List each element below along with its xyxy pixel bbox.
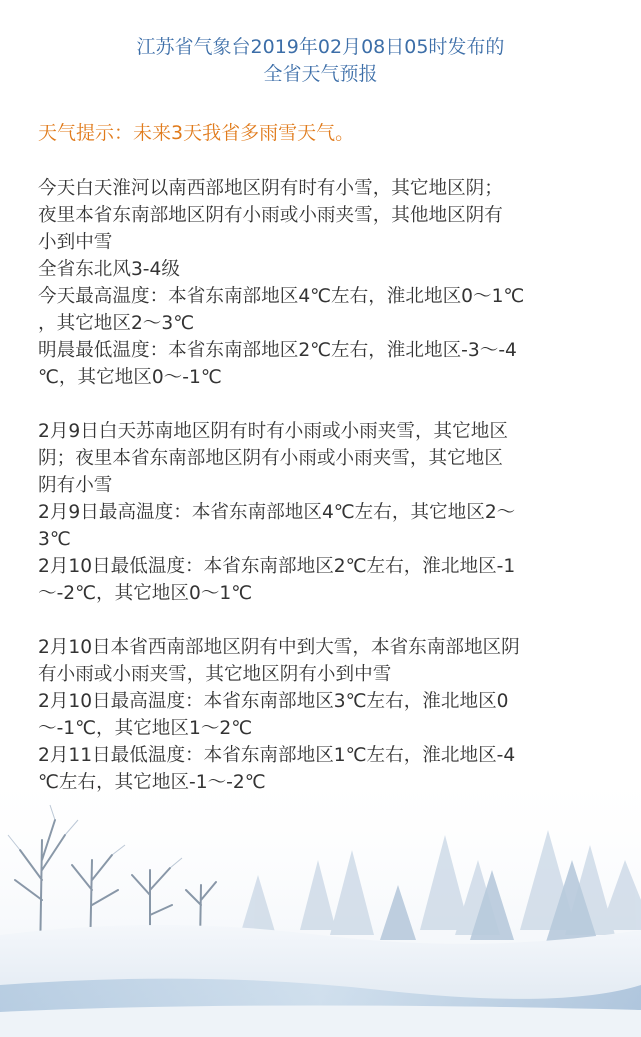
forecast-line: 2月11日最低温度：本省东南部地区1℃左右，淮北地区-4: [38, 745, 516, 766]
forecast-line: 2月9日最高温度：本省东南部地区4℃左右，其它地区2～: [38, 502, 516, 523]
forecast-line: ，其它地区2～3℃: [38, 313, 195, 334]
forecast-line: 阴有小雪: [38, 475, 113, 496]
forecast-body: [38, 175, 623, 823]
forecast-line: 全省东北风3-4级: [38, 259, 180, 280]
forecast-line: 3℃: [38, 529, 71, 550]
title-line-2: 全省天气预报: [263, 63, 378, 85]
forecast-line: 2月10日最低温度：本省东南部地区2℃左右，淮北地区-1: [38, 556, 516, 577]
forecast-line: 明晨最低温度：本省东南部地区2℃左右，淮北地区-3～-4: [38, 340, 517, 361]
forecast-line: 2月10日本省西南部地区阴有中到大雪，本省东南部地区阴: [38, 637, 520, 658]
forecast-paragraph-feb10: [38, 634, 623, 796]
forecast-line: ℃左右，其它地区-1～-2℃: [38, 772, 266, 793]
forecast-line: 今天最高温度：本省东南部地区4℃左右，淮北地区0～1℃: [38, 286, 525, 307]
forecast-line: 2月9日白天苏南地区阴有时有小雨或小雨夹雪，其它地区: [38, 421, 508, 442]
forecast-line: ～-2℃，其它地区0～1℃: [38, 583, 253, 604]
title-line-1: 江苏省气象台2019年02月08日05时发布的: [136, 36, 505, 58]
forecast-title: [0, 34, 641, 88]
forecast-line: 有小雨或小雨夹雪，其它地区阴有小到中雪: [38, 664, 392, 685]
forecast-line: 夜里本省东南部地区阴有小雨或小雨夹雪，其他地区阴有: [38, 205, 503, 226]
forecast-line: 阴；夜里本省东南部地区阴有小雨或小雨夹雪，其它地区: [38, 448, 503, 469]
weather-tip: 天气提示：未来3天我省多雨雪天气。: [38, 122, 355, 144]
forecast-line: 2月10日最高温度：本省东南部地区3℃左右，淮北地区0: [38, 691, 509, 712]
forecast-line: ℃，其它地区0～-1℃: [38, 367, 222, 388]
forecast-line: ～-1℃，其它地区1～2℃: [38, 718, 253, 739]
forecast-line: 小到中雪: [38, 232, 113, 253]
forecast-line: 今天白天淮河以南西部地区阴有时有小雪，其它地区阴；: [38, 178, 503, 199]
forecast-paragraph-feb9: [38, 418, 623, 607]
forecast-paragraph-today: [38, 175, 623, 391]
